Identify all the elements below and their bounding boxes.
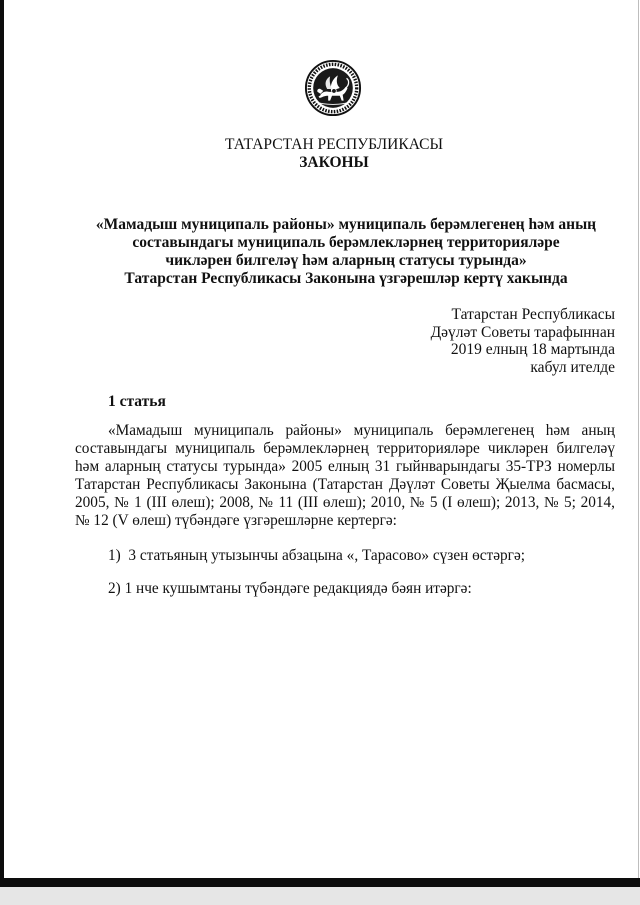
- republic-name: ТАТАРСТАН РЕСПУБЛИКАСЫ: [225, 136, 443, 153]
- adoption-line: Татарстан Республикасы: [451, 306, 615, 323]
- law-label: ЗАКОНЫ: [299, 154, 369, 171]
- scan-edge-right: [638, 0, 639, 905]
- article-heading: 1 статья: [108, 393, 166, 410]
- coat-of-arms-icon: [304, 59, 362, 117]
- paragraph-line: № 12 (V өлеш) түбәндәге үзгәрешләрне кертергә:: [75, 512, 397, 529]
- adoption-date: 2019 елның 18 мартында: [450, 341, 615, 358]
- list-item: 1) 3 статьяның утызынчы абзацына «, Тарасово» сүзен өстәргә;: [108, 547, 525, 564]
- law-title-line: Татарстан Республикасы Законына үзгәрешләр кертү хакында: [124, 270, 568, 287]
- law-title-line: «Мамадыш муниципаль районы» муниципаль берәмлегенең һәм аның: [95, 216, 597, 233]
- paragraph-line: составындагы муниципаль берәмлекләрнең территорияләре чикләрен билгеләү: [75, 440, 615, 457]
- scan-edge-bottom: [0, 878, 640, 887]
- adoption-line: Дәүләт Советы тарафыннан: [430, 324, 615, 341]
- law-title-line: составындагы муниципаль берәмлекләрнең территорияләре: [132, 234, 560, 251]
- paragraph-line: һәм аларның статусы турында» 2005 елның 31 гыйнварындагы 35-ТРЗ номерлы: [75, 458, 615, 475]
- law-title-line: чикләрен билгеләү һәм аларның статусы турында»: [165, 252, 527, 269]
- list-item: 2) 1 нче кушымтаны түбәндәге редакциядә бәян итәргә:: [108, 580, 472, 597]
- scan-margin-bottom: [0, 887, 640, 905]
- paragraph-line: Татарстан Республикасы Законына (Татарстан Дәүләт Советы Җыелма басмасы,: [75, 476, 615, 493]
- paragraph-line: 2005, № 1 (III өлеш); 2008, № 11 (III өлеш); 2010, № 5 (I өлеш); 2013, № 5; 2014,: [75, 494, 615, 511]
- paragraph-line: «Мамадыш муниципаль районы» муниципаль берәмлегенең һәм аның: [108, 422, 615, 439]
- adoption-line: кабул ителде: [530, 359, 615, 376]
- scan-edge-left: [0, 0, 4, 905]
